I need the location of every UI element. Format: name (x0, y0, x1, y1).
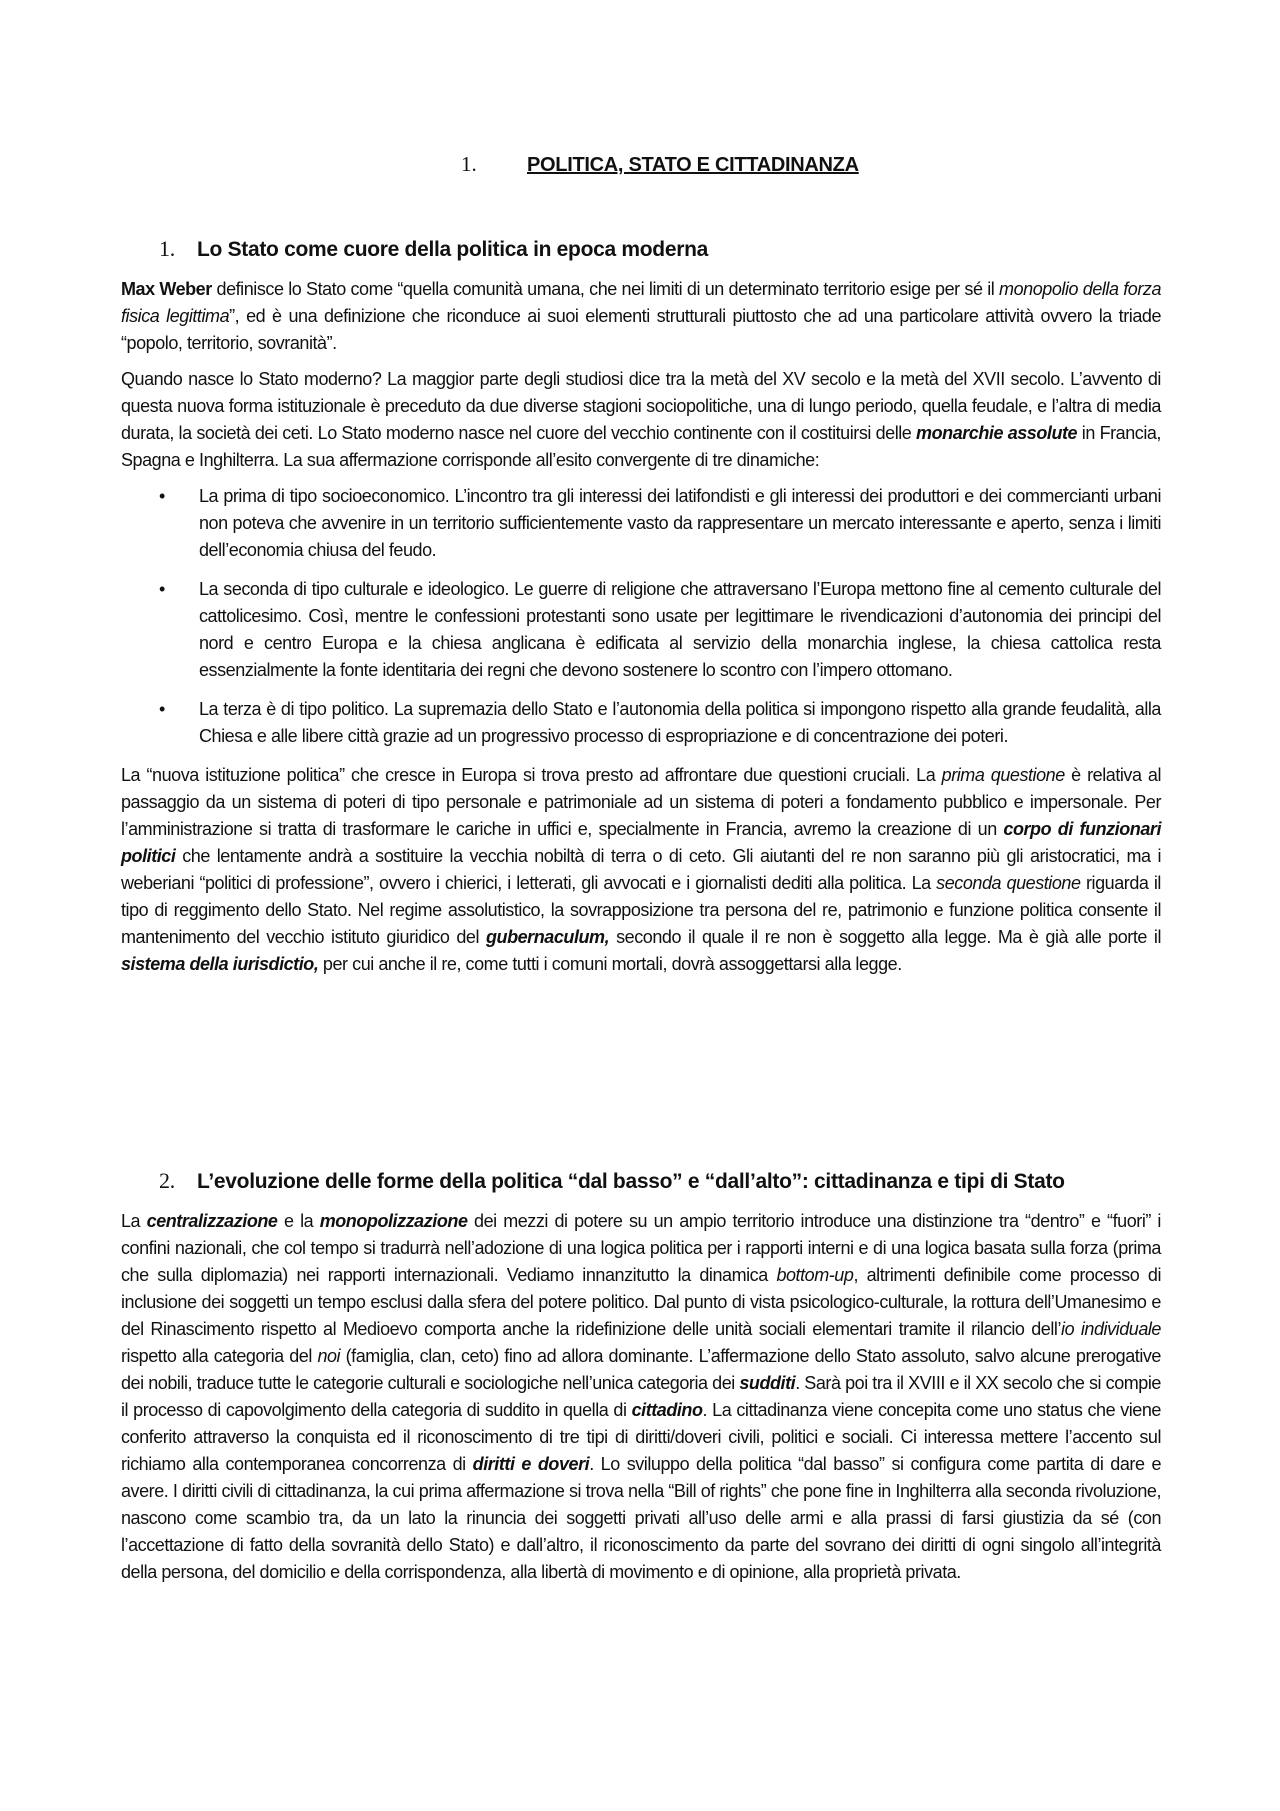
bullet-icon: • (159, 579, 165, 599)
section-1-paragraph-3: La “nuova istituzione politica” che cresce in Europa si trova presto ad affrontare due questioni cruciali. La prima questione è relativa al passaggio da un sistema di poteri di tipo personale e patrimoniale ad un sistema di poteri a fondamento pubblico e impersonale. Per l’amministrazione si tratta di trasformare le cariche in uffici e, specialmente in Francia, avremo la creazione di un corpo di funzionari politici che lentamente andrà a sostituire la vecchia nobiltà di terra o di ceto. Gli aiutanti del re non saranno più gli aristocratici, ma i weberiani “politici di professione”, ovvero i chierici, i letterati, gli avvocati e i giornalisti dediti alla politica. La seconda questione riguarda il tipo di reggimento dello Stato. Nel regime assolutistico, la sovrapposizione tra persona del re, patrimonio e funzione politica consente il mantenimento del vecchio istituto giuridico del gubernaculum, secondo il quale il re non è soggetto alla legge. Ma è già alle porte il sistema della iurisdictio, per cui anche il re, come tutti i comuni mortali, dovrà assoggettarsi alla legge. (121, 765, 1162, 974)
section-1-paragraph-1: Max Weber definisce lo Stato come “quella comunità umana, che nei limiti di un determinato territorio esige per sé il monopolio della forza fisica legittima”, ed è una definizione che riconduce ai suoi elementi strutturali piuttosto che ad una particolare attività ovvero la triade “popolo, territorio, sovranità”. (121, 279, 1162, 353)
section-1-heading (159, 236, 708, 262)
section-1-heading-text: Lo Stato come cuore della politica in epoca moderna (197, 238, 708, 261)
section-1-body (121, 276, 1161, 987)
section-1-bullet-list (121, 483, 1161, 750)
document-title (461, 152, 859, 177)
list-item: • La terza è di tipo politico. La supremazia dello Stato e l’autonomia della politica si impongono rispetto alla grande feudalità, alla Chiesa e alle libere città grazie ad un progressivo processo di espropriazione e di concentrazione dei poteri. (121, 696, 1161, 750)
document-title-number: 1. (461, 152, 477, 176)
section-2-body (121, 1208, 1161, 1595)
section-2-paragraph-1: La centralizzazione e la monopolizzazione dei mezzi di potere su un ampio territorio introduce una distinzione tra “dentro” e “fuori” i confini nazionali, che col tempo si tradurrà nell’adozione di una logica politica per i rapporti interni e di una logica basata sulla forza (prima che sulla diplomazia) nei rapporti internazionali. Vediamo innanzitutto la dinamica bottom-up, altrimenti definibile come processo di inclusione dei soggetti un tempo esclusi dalla sfera del potere politico. Dal punto di vista psicologico-culturale, la rottura dell’Umanesimo e del Rinascimento rispetto al Medioevo comporta anche la ridefinizione delle unità sociali elementari tramite il rilancio dell’io individuale rispetto alla categoria del noi (famiglia, clan, ceto) fino ad allora dominante. L’affermazione dello Stato assoluto, salvo alcune prerogative dei nobili, traduce tutte le categorie culturali e sociologiche nell’unica categoria dei sudditi. Sarà poi tra il XVIII e il XX secolo che si compie il processo di capovolgimento della categoria di suddito in quella di cittadino. La cittadinanza viene concepita come uno status che viene conferito attraverso la conquista ed il riconoscimento di tre tipi di diritti/doveri civili, politici e sociali. Ci interessa mettere l’accento sul richiamo alla contemporanea concorrenza di diritti e doveri. Lo sviluppo della politica “dal basso” si configura come partita di dare e avere. I diritti civili di cittadinanza, la cui prima affermazione si trova nella “Bill of rights” che pone fine in Inghilterra alla seconda rivoluzione, nascono come scambio tra, da un lato la rinuncia dei soggetti privati all’uso delle armi e alla prassi di farsi giustizia da sé (con l’accettazione di fatto della sovranità dello Stato) e dall’altro, il riconoscimento da parte del sovrano dei diritti di ogni singolo all’integrità della persona, del domicilio e della corrispondenza, alla libertà di movimento e di opinione, alla proprietà privata. (121, 1211, 1162, 1582)
section-2-heading (159, 1168, 1065, 1194)
bullet-icon: • (159, 486, 165, 506)
bullet-icon: • (159, 699, 165, 719)
section-2-heading-text: L’evoluzione delle forme della politica “dal basso” e “dall’alto”: cittadinanza e tipi di Stato (197, 1170, 1065, 1193)
document-title-text: POLITICA, STATO E CITTADINANZA (527, 154, 859, 176)
list-item: • La seconda di tipo culturale e ideologico. Le guerre di religione che attraversano l’Europa mettono fine al cemento culturale del cattolicesimo. Così, mentre le confessioni protestanti sono usate per legittimare le rivendicazioni d’autonomia dei principi del nord e centro Europa e la chiesa anglicana è edificata al servizio della monarchia inglese, la chiesa cattolica resta essenzialmente la fonte identitaria dei regni che devono sostenere lo scontro con l’impero ottomano. (121, 576, 1161, 684)
list-item: • La prima di tipo socioeconomico. L’incontro tra gli interessi dei latifondisti e gli interessi dei produttori e dei commercianti urbani non poteva che avvenire in un territorio sufficientemente vasto da rappresentare un mercato interessante e aperto, senza i limiti dell’economia chiusa del feudo. (121, 483, 1161, 564)
section-2-number: 2. (159, 1168, 175, 1193)
section-1-paragraph-2: Quando nasce lo Stato moderno? La maggior parte degli studiosi dice tra la metà del XV secolo e la metà del XVII secolo. L’avvento di questa nuova forma istituzionale è preceduto da due diverse stagioni sociopolitiche, una di lungo periodo, quella feudale, e l’altra di media durata, la società dei ceti. Lo Stato moderno nasce nel cuore del vecchio continente con il costituirsi delle monarchie assolute in Francia, Spagna e Inghilterra. La sua affermazione corrisponde all’esito convergente di tre dinamiche: (121, 369, 1161, 470)
section-1-number: 1. (159, 236, 175, 261)
